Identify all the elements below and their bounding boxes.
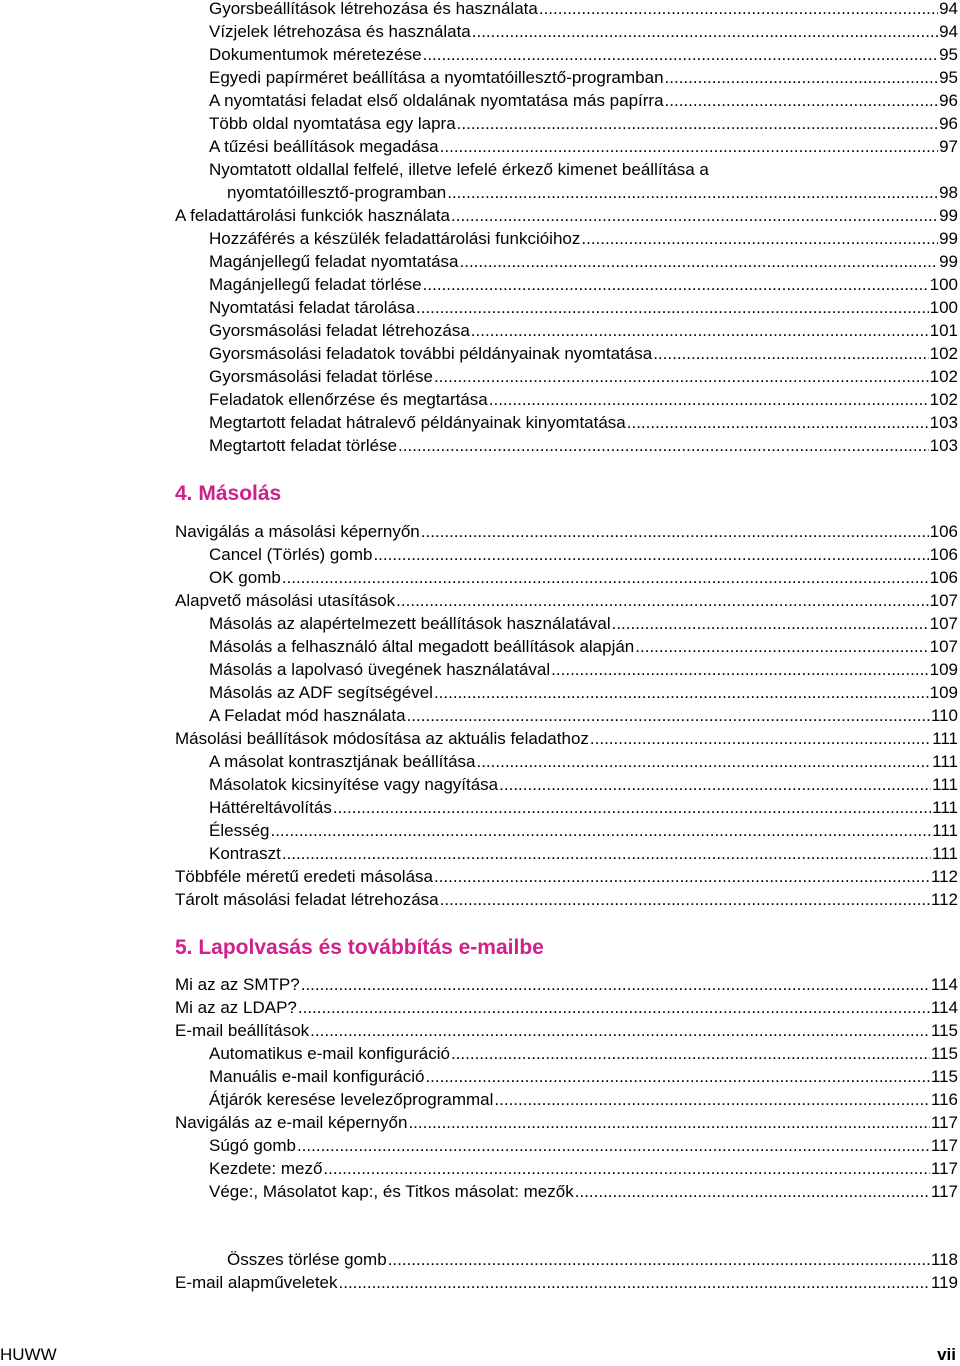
dot-leader	[460, 250, 939, 273]
dot-leader	[398, 434, 929, 457]
toc-entry[interactable]	[0, 227, 960, 250]
toc-entry-text: Gyorsbeállítások létrehozása és használata	[209, 0, 538, 18]
dot-leader	[489, 388, 929, 411]
dot-leader	[301, 973, 930, 996]
dot-leader	[476, 750, 931, 773]
toc-entry[interactable]	[0, 973, 960, 996]
toc-entry[interactable]	[0, 250, 960, 273]
chapter-5-heading[interactable]: 5. Lapolvasás és továbbítás e-mailbe	[175, 936, 544, 959]
toc-page-number: 111	[932, 729, 958, 748]
toc-page-number: 98	[939, 183, 958, 202]
dot-leader	[575, 1180, 930, 1203]
dot-leader	[297, 1134, 930, 1157]
toc-entry-text: Navigálás a másolási képernyőn	[175, 522, 420, 541]
dot-leader	[407, 704, 930, 727]
toc-entry-text: OK gomb	[209, 568, 281, 587]
dot-leader	[416, 296, 929, 319]
dot-leader	[635, 635, 928, 658]
toc-entry[interactable]	[0, 819, 960, 842]
toc-page-number: 100	[929, 298, 958, 317]
toc-entry[interactable]	[0, 319, 960, 342]
toc-entry[interactable]	[0, 388, 960, 411]
toc-entry[interactable]	[0, 66, 960, 89]
toc-page-number: 99	[939, 206, 958, 225]
dot-leader	[440, 135, 938, 158]
dot-leader	[539, 0, 938, 20]
dot-leader	[373, 543, 928, 566]
toc-entry[interactable]	[0, 888, 960, 911]
toc-page-number: 107	[929, 614, 958, 633]
dot-leader	[282, 842, 931, 865]
dot-leader	[457, 112, 938, 135]
toc-page-number: 106	[929, 545, 958, 564]
toc-entry-text: Cancel (Törlés) gomb	[209, 545, 373, 564]
toc-entry-text: Háttéreltávolítás	[209, 798, 332, 817]
toc-page-number: 110	[930, 706, 958, 725]
toc-entry[interactable]	[0, 750, 960, 773]
toc-entry[interactable]	[0, 1271, 960, 1294]
toc-entry[interactable]	[0, 635, 960, 658]
toc-entry[interactable]	[0, 342, 960, 365]
toc-entry[interactable]	[0, 543, 960, 566]
toc-entry-text: Navigálás az e-mail képernyőn	[175, 1113, 408, 1132]
dot-leader	[471, 319, 929, 342]
toc-entry[interactable]	[0, 1157, 960, 1180]
toc-entry[interactable]	[0, 1248, 960, 1271]
toc-page-number: 103	[929, 436, 958, 455]
toc-page-number: 114	[930, 998, 958, 1017]
toc-entry[interactable]	[0, 704, 960, 727]
toc-entry[interactable]	[0, 411, 960, 434]
toc-section-mid	[0, 204, 960, 457]
toc-entry[interactable]	[0, 865, 960, 888]
toc-section-end	[0, 1248, 960, 1294]
toc-entry-text: E-mail alapműveletek	[175, 1273, 338, 1292]
toc-page-number: 116	[930, 1090, 958, 1109]
toc-page-number: 112	[930, 867, 958, 886]
toc-entry[interactable]	[0, 1065, 960, 1088]
dot-leader	[333, 796, 931, 819]
toc-entry-text: Megtartott feladat törlése	[209, 436, 398, 455]
toc-section-top	[0, 0, 960, 158]
toc-page-number: 115	[930, 1044, 958, 1063]
toc-entry[interactable]	[0, 1019, 960, 1042]
dot-leader	[612, 612, 929, 635]
toc-entry[interactable]	[0, 434, 960, 457]
toc-page-number: 103	[929, 413, 958, 432]
dot-leader	[282, 566, 929, 589]
toc-page-number: 117	[930, 1159, 958, 1178]
toc-entry-text: Másolási beállítások módosítása az aktuális feladathoz	[175, 729, 589, 748]
toc-entry-text: Másolás a felhasználó által megadott beállítások alapján	[209, 637, 635, 656]
toc-entry-text: Mi az az SMTP?	[175, 975, 300, 994]
dot-leader	[310, 1019, 930, 1042]
toc-entry[interactable]	[0, 996, 960, 1019]
toc-entry-text: Mi az az LDAP?	[175, 998, 297, 1017]
toc-page-number: 115	[930, 1067, 958, 1086]
toc-page-number: 114	[930, 975, 958, 994]
toc-entry-text: Hozzáférés a készülék feladattárolási funkcióihoz	[209, 229, 581, 248]
toc-entry[interactable]	[0, 520, 960, 543]
toc-page-number: 106	[929, 568, 958, 587]
toc-entry-text: Másolás az alapértelmezett beállítások használatával	[209, 614, 611, 633]
toc-wrapped-entry[interactable]	[0, 158, 960, 204]
dot-leader	[396, 589, 928, 612]
toc-entry[interactable]	[0, 658, 960, 681]
toc-entry[interactable]	[0, 842, 960, 865]
toc-page-number: 119	[930, 1273, 958, 1292]
dot-leader	[298, 996, 930, 1019]
toc-entry-text: Súgó gomb	[209, 1136, 296, 1155]
toc-entry-text: Kontraszt	[209, 844, 281, 863]
toc-entry-text: A tűzési beállítások megadása	[209, 137, 439, 156]
toc-entry-text: Élesség	[209, 821, 270, 840]
toc-entry[interactable]	[0, 1134, 960, 1157]
toc-entry-text: nyomtatóillesztő-programban	[227, 183, 447, 202]
toc-entry-text: Több oldal nyomtatása egy lapra	[209, 114, 456, 133]
toc-page-number: 112	[930, 890, 958, 909]
toc-entry-text: Nyomtatott oldallal felfelé, illetve lefelé érkező kimenet beállítása a	[209, 160, 709, 179]
toc-page-number: 94	[939, 22, 958, 41]
toc-page-number: 109	[929, 660, 958, 679]
toc-entry-text: Másolatok kicsinyítése vagy nagyítása	[209, 775, 499, 794]
toc-page-number: 107	[929, 591, 958, 610]
toc-entry-text: Magánjellegű feladat törlése	[209, 275, 422, 294]
toc-entry[interactable]	[0, 0, 960, 20]
toc-page-number: 102	[929, 344, 958, 363]
toc-entry-text: A nyomtatási feladat első oldalának nyomtatása más papírra	[209, 91, 664, 110]
toc-page-number: 111	[932, 821, 958, 840]
toc-entry[interactable]	[0, 135, 960, 158]
toc-entry[interactable]	[0, 365, 960, 388]
toc-page-number: 102	[929, 367, 958, 386]
dot-leader	[339, 1271, 930, 1294]
toc-page-number: 111	[932, 752, 958, 771]
toc-entry[interactable]	[0, 1111, 960, 1134]
toc-entry[interactable]	[0, 796, 960, 819]
dot-leader	[627, 411, 929, 434]
dot-leader	[423, 273, 929, 296]
dot-leader	[665, 89, 939, 112]
toc-entry[interactable]	[0, 612, 960, 635]
toc-entry[interactable]	[0, 681, 960, 704]
dot-leader	[472, 20, 938, 43]
dot-leader	[423, 43, 938, 66]
toc-page-number: 99	[939, 252, 958, 271]
dot-leader	[434, 865, 930, 888]
dot-leader	[653, 342, 928, 365]
toc-entry-text: Dokumentumok méretezése	[209, 45, 422, 64]
toc-page-number: 117	[930, 1113, 958, 1132]
dot-leader	[434, 681, 929, 704]
toc-entry-text: Másolás az ADF segítségével	[209, 683, 433, 702]
toc-entry-text: A másolat kontrasztjának beállítása	[209, 752, 476, 771]
toc-page-number: 118	[930, 1250, 958, 1269]
toc-entry-text: E-mail beállítások	[175, 1021, 310, 1040]
toc-entry-text: Tárolt másolási feladat létrehozása	[175, 890, 439, 909]
toc-entry-text: Megtartott feladat hátralevő példányainak kinyomtatása	[209, 413, 626, 432]
toc-entry-text: A Feladat mód használata	[209, 706, 406, 725]
toc-entry[interactable]	[0, 89, 960, 112]
toc-entry-text: Vízjelek létrehozása és használata	[209, 22, 471, 41]
footer-doc-code: HUWW	[0, 1345, 57, 1364]
chapter-4-entries	[0, 520, 960, 911]
toc-entry-text: Automatikus e-mail konfiguráció	[209, 1044, 450, 1063]
dot-leader	[388, 1248, 930, 1271]
toc-page-number: 111	[932, 844, 958, 863]
toc-page-number: 115	[930, 1021, 958, 1040]
toc-page-number: 95	[939, 45, 958, 64]
toc-entry-text: Gyorsmásolási feladatok további példányainak nyomtatása	[209, 344, 653, 363]
toc-page-number: 99	[939, 229, 958, 248]
toc-entry[interactable]	[0, 566, 960, 589]
dot-leader	[425, 1065, 929, 1088]
toc-entry[interactable]	[0, 273, 960, 296]
chapter-5-entries	[0, 973, 960, 1203]
toc-entry-text: Egyedi papírméret beállítása a nyomtatóillesztő-programban	[209, 68, 664, 87]
dot-leader	[494, 1088, 929, 1111]
toc-entry[interactable]	[0, 1088, 960, 1111]
toc-entry-text: Többféle méretű eredeti másolása	[175, 867, 433, 886]
dot-leader	[434, 365, 929, 388]
toc-entry[interactable]	[0, 181, 960, 204]
toc-entry-text: Alapvető másolási utasítások	[175, 591, 396, 610]
toc-entry-text: Vége:, Másolatot kap:, és Titkos másolat: mezők	[209, 1182, 574, 1201]
toc-entry[interactable]	[0, 43, 960, 66]
chapter-4-heading[interactable]: 4. Másolás	[175, 482, 282, 505]
toc-entry-text: Gyorsmásolási feladat törlése	[209, 367, 433, 386]
dot-leader	[551, 658, 928, 681]
toc-entry-text: Manuális e-mail konfiguráció	[209, 1067, 425, 1086]
toc-entry-text: Átjárók keresése levelezőprogrammal	[209, 1090, 494, 1109]
dot-leader	[581, 227, 938, 250]
dot-leader	[451, 204, 938, 227]
toc-entry[interactable]	[0, 589, 960, 612]
toc-page-number: 117	[930, 1136, 958, 1155]
dot-leader	[421, 520, 929, 543]
dot-leader	[590, 727, 931, 750]
dot-leader	[270, 819, 931, 842]
toc-entry[interactable]	[0, 204, 960, 227]
dot-leader	[451, 1042, 930, 1065]
toc-entry[interactable]	[0, 296, 960, 319]
toc-page-number: 94	[939, 0, 958, 18]
toc-page-number: 109	[929, 683, 958, 702]
toc-page-number: 106	[929, 522, 958, 541]
toc-page-number: 111	[932, 798, 958, 817]
toc-page-number: 102	[929, 390, 958, 409]
toc-page-number: 97	[939, 137, 958, 156]
toc-entry[interactable]	[0, 1180, 960, 1203]
dot-leader	[408, 1111, 929, 1134]
toc-entry-text: Nyomtatási feladat tárolása	[209, 298, 415, 317]
dot-leader	[440, 888, 930, 911]
toc-page-number: 95	[939, 68, 958, 87]
toc-entry-text: A feladattárolási funkciók használata	[175, 206, 451, 225]
toc-page-number: 100	[929, 275, 958, 294]
toc-entry-text: Gyorsmásolási feladat létrehozása	[209, 321, 470, 340]
toc-entry-text: Feladatok ellenőrzése és megtartása	[209, 390, 488, 409]
dot-leader	[447, 181, 938, 204]
toc-entry-text: Kezdete: mező	[209, 1159, 323, 1178]
toc-entry[interactable]	[0, 727, 960, 750]
toc-entry[interactable]	[0, 112, 960, 135]
toc-entry-text: Összes törlése gomb	[227, 1250, 387, 1269]
toc-entry-text: Másolás a lapolvasó üvegének használatával	[209, 660, 551, 679]
toc-page-number: 111	[932, 775, 958, 794]
toc-page-number: 96	[939, 91, 958, 110]
toc-page-number: 107	[929, 637, 958, 656]
toc-page-number: 96	[939, 114, 958, 133]
toc-entry-text: Magánjellegű feladat nyomtatása	[209, 252, 459, 271]
dot-leader	[499, 773, 931, 796]
footer-page-number: vii	[937, 1345, 956, 1364]
toc-entry[interactable]	[0, 1042, 960, 1065]
toc-entry[interactable]	[0, 773, 960, 796]
dot-leader	[323, 1157, 929, 1180]
dot-leader	[665, 66, 939, 89]
toc-entry[interactable]	[0, 20, 960, 43]
toc-page-number: 101	[929, 321, 958, 340]
toc-page-number: 117	[930, 1182, 958, 1201]
